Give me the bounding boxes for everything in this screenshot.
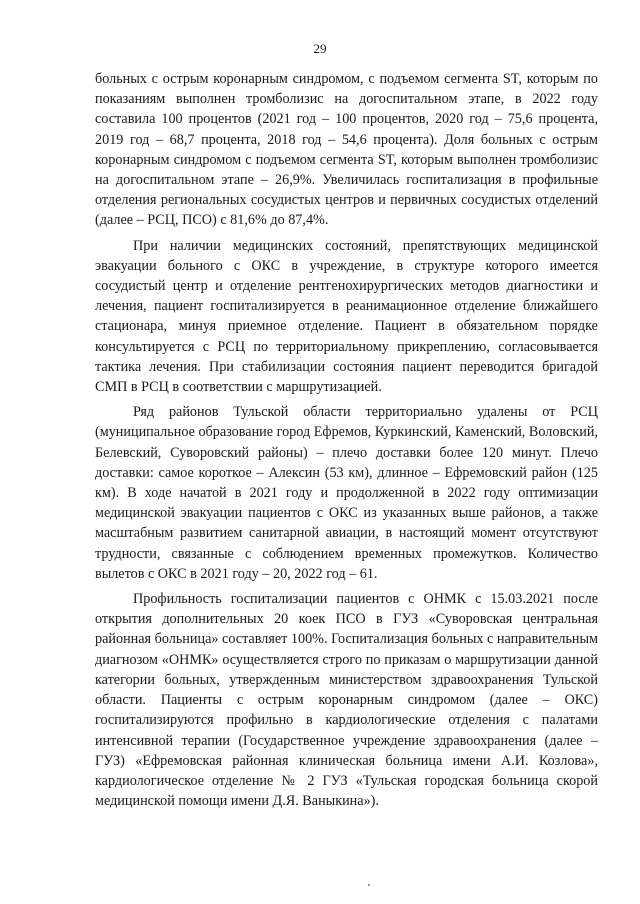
- page-body: [95, 69, 598, 816]
- paragraph-2: При наличии медицинских состояний, препятствующих медицинской эвакуации больного с ОКС в учреждение, в структуре которого имеется сосудистый центр и отделение рентгенохирургических методов диагностики и лечения, пациент госпитализируется в реанимационное отделение ближайшего стационара, минуя приемное отделение. Пациент в обязательном порядке консультируется с РСЦ по территориальному прикреплению, согласовывается тактика лечения. При стабилизации состояния пациент переводится бригадой СМП в РСЦ в соответствии с маршрутизацией.: [95, 237, 598, 396]
- paragraph-4: Профильность госпитализации пациентов с ОНМК с 15.03.2021 после открытия дополнительных 20 коек ПСО в ГУЗ «Суворовская центральная районная больница» составляет 100%. Госпитализация больных с направительным диагнозом «ОНМК» осуществляется строго по приказам о маршрутизации данной категории больных, утвержденным министерством здравоохранения Тульской области. Пациенты с острым коронарным синдромом (далее – ОКС) госпитализируются профильно в кардиологические отделения с палатами интенсивной терапии (Государственное учреждение здравоохранения (далее – ГУЗ) «Ефремовская районная клиническая больница имени А.И. Козлова», кардиологическое отделение № 2 ГУЗ «Тульская городская больница скорой медицинской помощи имени Д.Я. Ваныкина»).: [95, 591, 599, 810]
- paragraph-3: Ряд районов Тульской области территориально удалены от РСЦ (муниципальное образование город Ефремов, Куркинский, Каменский, Воловский, Белевский, Суворовский районы) – плечо доставки более 120 минут. Плечо доставки: самое короткое – Алексин (53 км), длинное – Ефремовский район (125 км). В ходе начатой в 2021 году и продолженной в 2022 году оптимизации медицинской эвакуации пациентов с ОКС из указанных выше районов, а также масштабным развитием санитарной авиации, в настоящий момент отсутствуют трудности, связанные с соблюдением временных промежутков. Количество вылетов с ОКС в 2021 году – 20, 2022 год – 61.: [95, 404, 598, 582]
- paragraph-1: больных с острым коронарным синдромом, с подъемом сегмента ST, которым по показаниям выполнен тромболизис на догоспитальном этапе, в 2022 году составила 100 процентов (2021 год – 100 процентов, 2020 год – 75,6 процента, 2019 год – 68,7 процента, 2018 год – 54,6 процента). Доля больных с острым коронарным синдромом с подъемом сегмента ST, которым выполнен тромболизис на догоспитальном этапе – 26,9%. Увеличилась госпитализация в профильные отделения региональных сосудистых центров и первичных сосудистых отделений (далее – РСЦ, ПСО) с 81,6% до 87,4%.: [95, 71, 598, 229]
- page-number: 29: [313, 41, 327, 56]
- scan-dot-mark: [368, 884, 370, 886]
